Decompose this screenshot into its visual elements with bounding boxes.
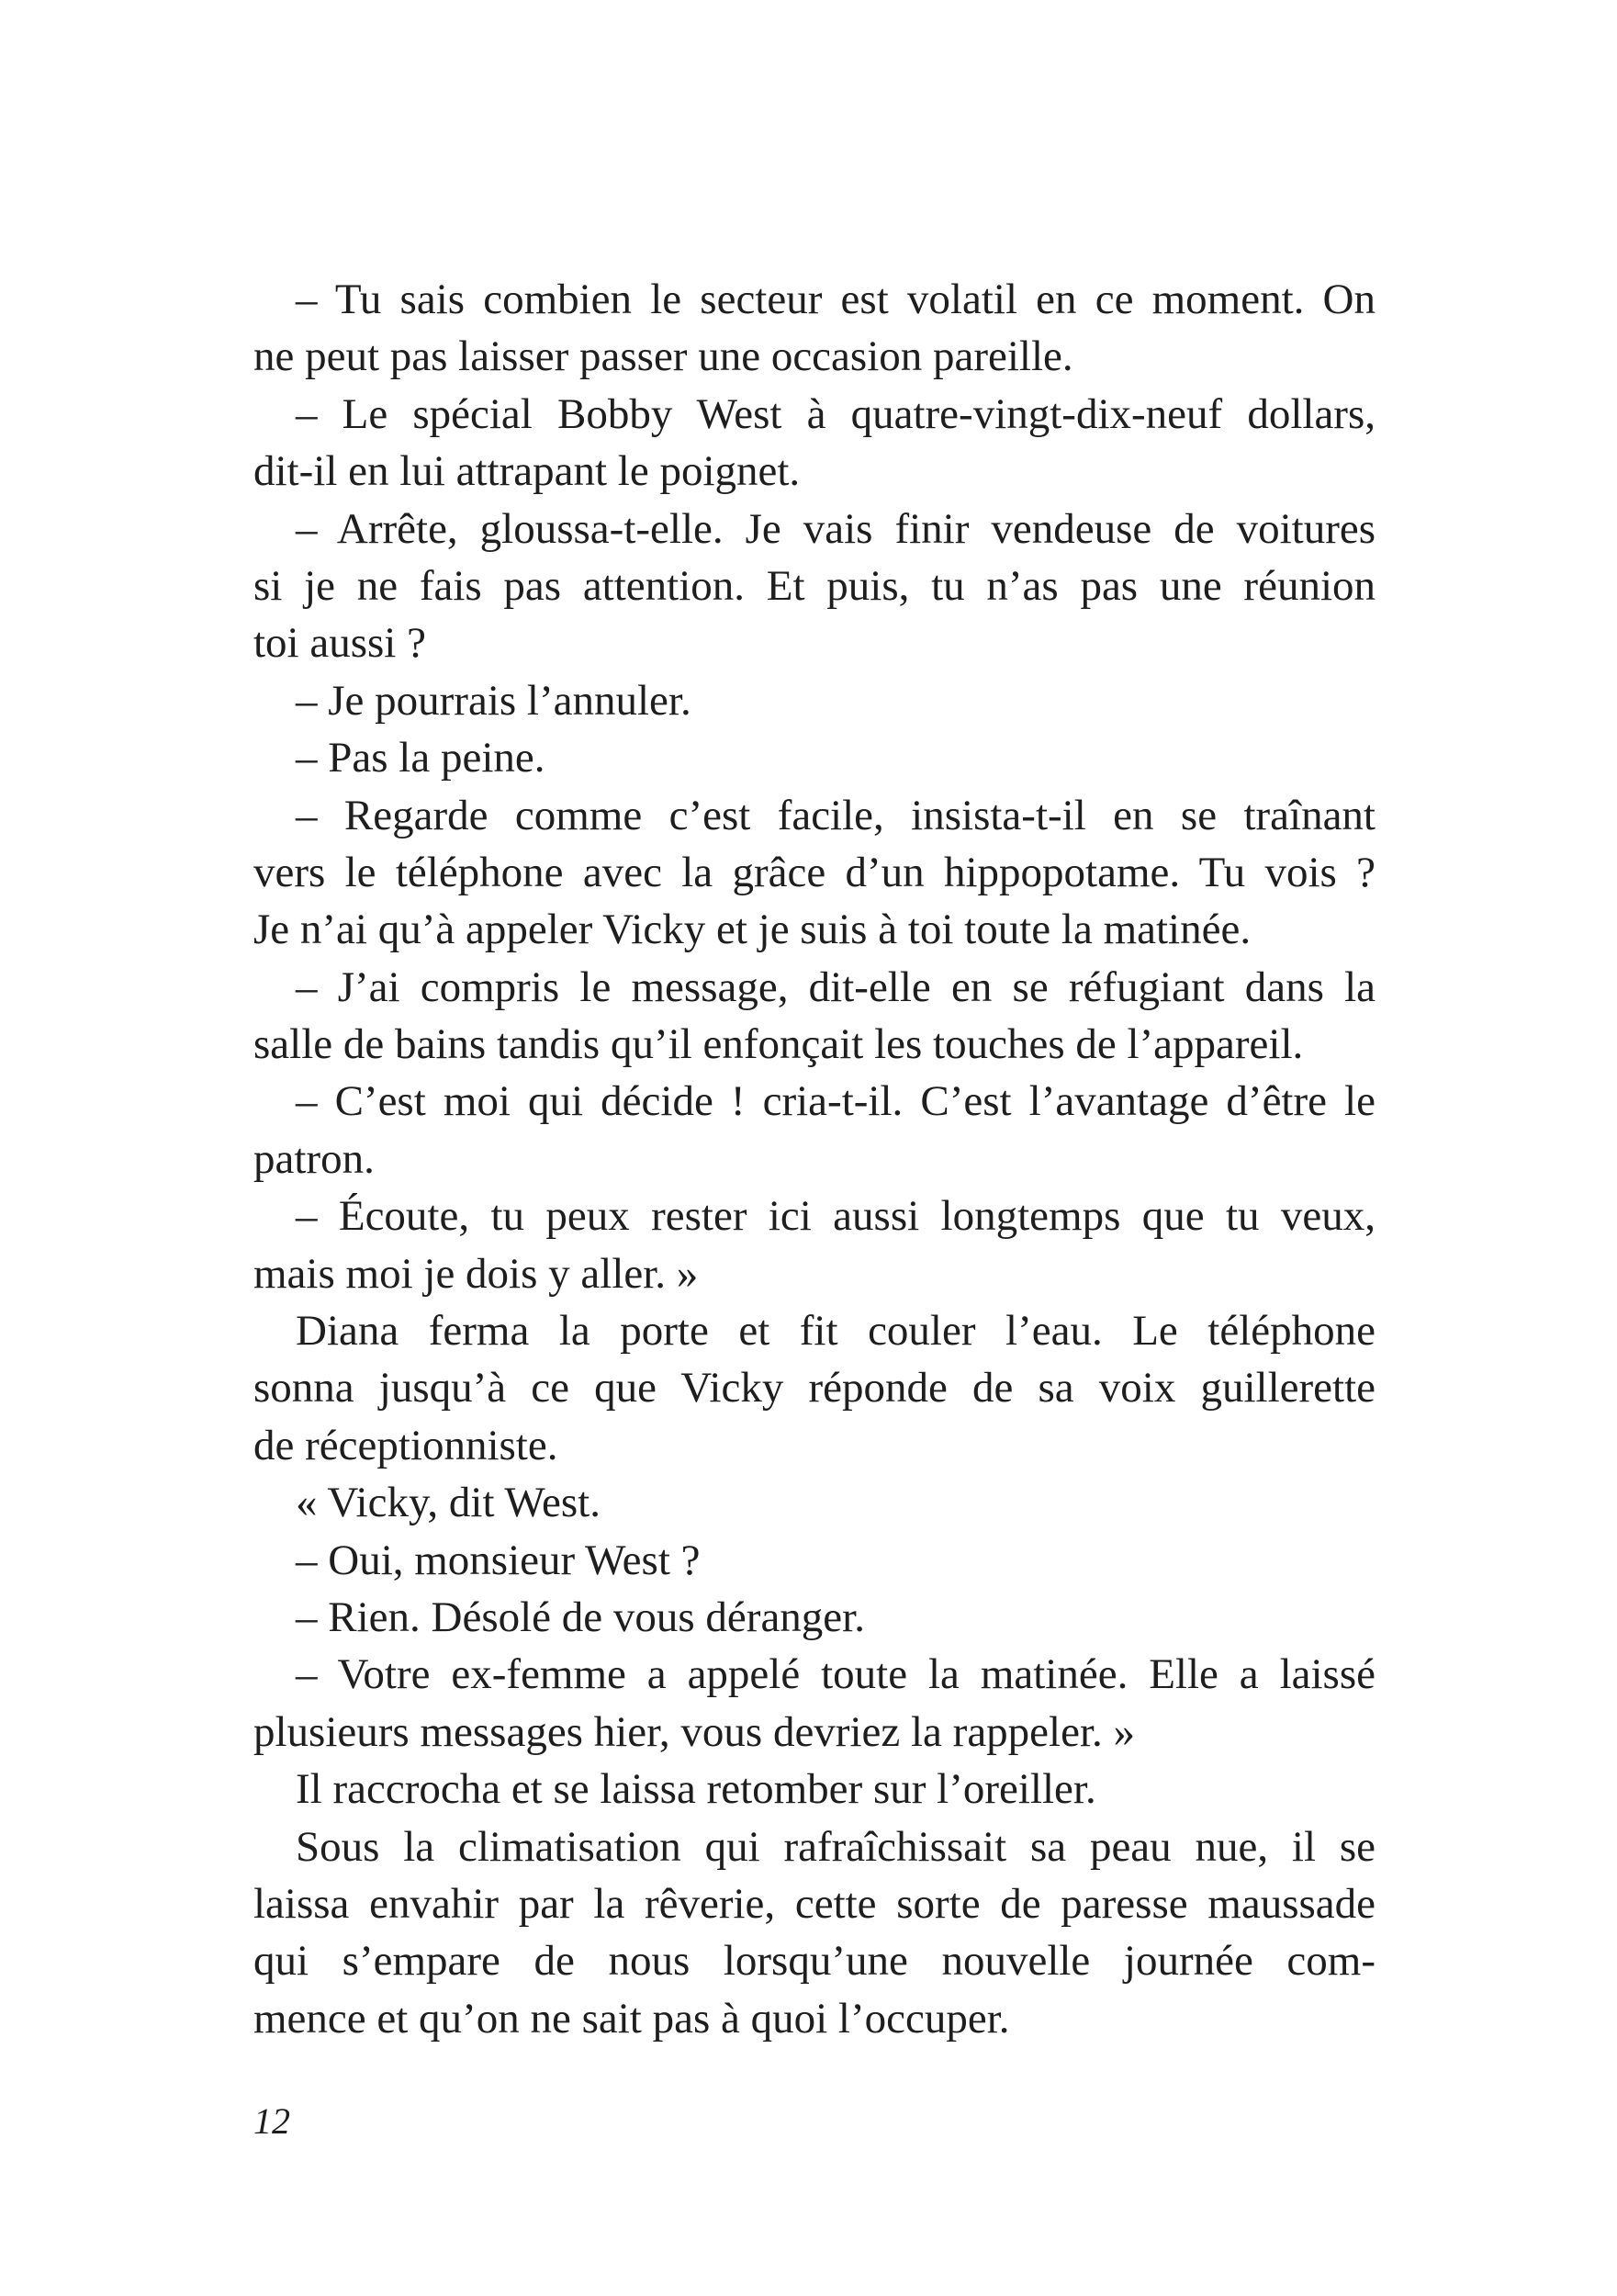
text-line: ne peut pas laisser passer une occasion pareille.: [253, 332, 1073, 381]
text-line: – Votre ex-femme a appelé toute la matinée. Elle a laissé: [296, 1650, 1376, 1699]
text-line: – Je pourrais l’annuler.: [296, 676, 691, 725]
text-line: – Pas la peine.: [296, 734, 545, 782]
text-line: si je ne fais pas attention. Et puis, tu n’as pas une réunion: [253, 561, 1376, 610]
text-line: Diana ferma la porte et fit couler l’eau. Le téléphone: [296, 1307, 1376, 1356]
text-line: vers le téléphone avec la grâce d’un hippopotame. Tu vois ?: [253, 848, 1376, 896]
text-line: – Le spécial Bobby West à quatre-vingt-dix-neuf dollars,: [296, 389, 1376, 438]
text-line: – Tu sais combien le secteur est volatil en ce moment. On: [296, 276, 1376, 323]
text-line: – Rien. Désolé de vous déranger.: [296, 1593, 865, 1641]
text-line: – Regarde comme c’est facile, insista-t-il en se traînant: [296, 791, 1376, 839]
text-line: dit-il en lui attrapant le poignet.: [253, 447, 801, 496]
page-number: 12: [253, 2100, 290, 2142]
text-line: – Arrête, gloussa-t-elle. Je vais finir vendeuse de voitures: [296, 504, 1376, 553]
text-line: mais moi je dois y aller. »: [253, 1249, 699, 1298]
body-text: [253, 271, 1376, 2047]
text-line: de réceptionniste.: [253, 1421, 558, 1469]
text-line: – J’ai compris le message, dit-elle en se réfugiant dans la: [296, 962, 1376, 1011]
text-line: – Oui, monsieur West ?: [296, 1536, 701, 1584]
text-line: patron.: [253, 1134, 375, 1183]
text-line: laissa envahir par la rêverie, cette sorte de paresse maussade: [253, 1879, 1376, 1928]
text-line: salle de bains tandis qu’il enfonçait les touches de l’appareil.: [253, 1020, 1304, 1069]
text-line: Sous la climatisation qui rafraîchissait sa peau nue, il se: [296, 1822, 1376, 1871]
text-line: « Vicky, dit West.: [296, 1479, 601, 1527]
text-line: – C’est moi qui décide ! cria-t-il. C’est l’avantage d’être le: [296, 1077, 1376, 1126]
text-line: plusieurs messages hier, vous devriez la rappeler. »: [253, 1707, 1136, 1756]
text-line: mence et qu’on ne sait pas à quoi l’occuper.: [253, 1994, 1010, 2043]
text-line: qui s’empare de nous lorsqu’une nouvelle journée com-: [253, 1937, 1376, 1986]
text-line: – Écoute, tu peux rester ici aussi longtemps que tu veux,: [296, 1192, 1376, 1241]
text-line: sonna jusqu’à ce que Vicky réponde de sa voix guillerette: [253, 1364, 1376, 1412]
text-line: Il raccrocha et se laissa retomber sur l’oreiller.: [296, 1765, 1096, 1814]
text-line: toi aussi ?: [253, 619, 426, 668]
text-line: Je n’ai qu’à appeler Vicky et je suis à toi toute la matinée.: [253, 906, 1252, 954]
